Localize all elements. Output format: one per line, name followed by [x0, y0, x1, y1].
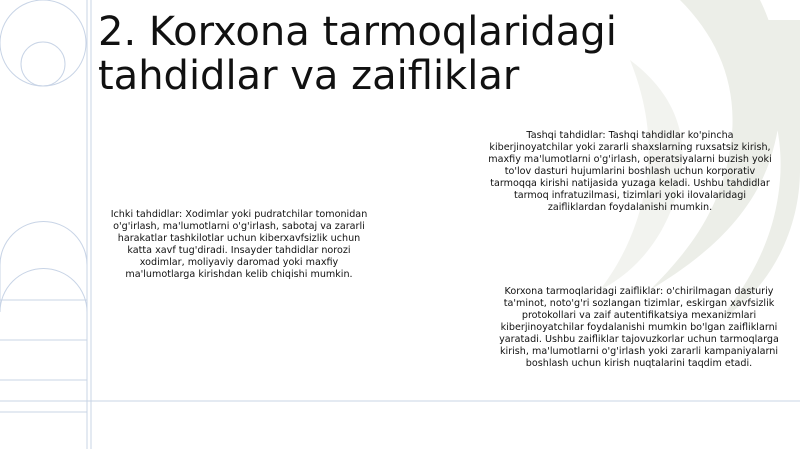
vulnerabilities-text: Korxona tarmoqlaridagi zaifliklar: o'chirilmagan dasturiy ta'minot, noto'g'ri sozlangan tizimlar, eskirgan xavfsizlik protokollari va zaif autentifikatsiya mexanizmlari kiberjinoyatchilar foydalanishi mumkin bo'lgan zaifliklarni yaratadi. Ushbu zaifliklar tajovuzkorlar uchun tarmoqlarga kirish, ma'lumotlarni o'g'irlash yoki zararli kampaniyalarni boshlash uchun kirish nuqtalarini taqdim etadi. — [499, 286, 779, 369]
internal-threats-text: Ichki tahdidlar: Xodimlar yoki pudratchilar tomonidan o'g'irlash, ma'lumotlarni o'g'irlash, sabotaj va zararli harakatlar tashkilotlar uchun kiberxavfsizlik uchun katta xavf tug'diradi. Insayder tahdidlar norozi xodimlar, moliyaviy daromad yoki maxfiy ma'lumotlarga kirishdan kelib chiqishi mumkin. — [110, 209, 368, 280]
page-title: 2. Korxona tarmoqlaridagi tahdidlar va zaifliklar — [98, 9, 617, 99]
external-threats-text: Tashqi tahdidlar: Tashqi tahdidlar ko'pincha kiberjinoyatchilar yoki zararli shaxslarning ruxsatsiz kirish, maxfiy ma'lumotlarni o'g'irlash, operatsiyalarni buzish yoki to'lov dasturi hujumlarini boshlash uchun korporativ tarmoqqa kirishi natijasida yuzaga keladi. Ushbu tahdidlar tarmoq infratuzilmasi, tizimlari yoki ilovalaridagi zaifliklardan foydalanishi mumkin. — [488, 130, 772, 213]
